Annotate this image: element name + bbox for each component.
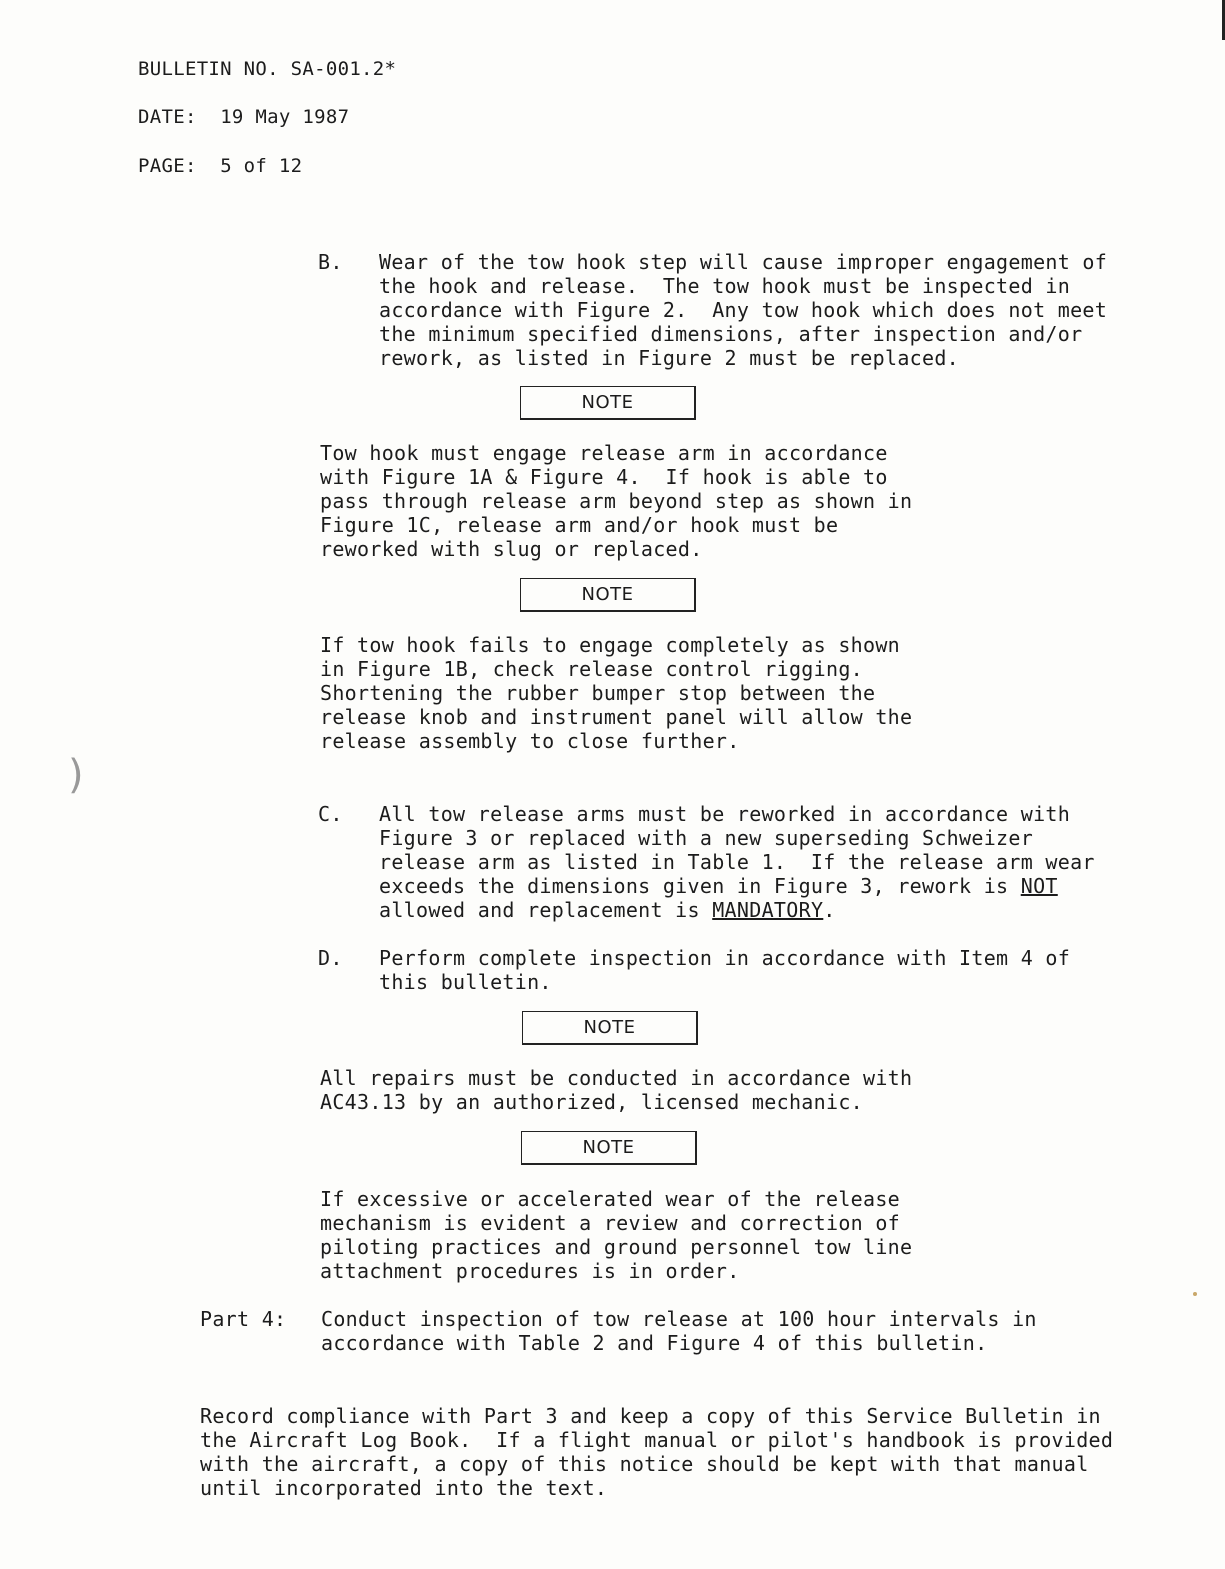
page-line bbox=[138, 154, 302, 178]
note-box: NOTE bbox=[520, 386, 696, 420]
note-line: piloting practices and ground personnel tow line bbox=[320, 1235, 913, 1259]
record-line: Record compliance with Part 3 and keep a copy of this Service Bulletin in bbox=[200, 1404, 1101, 1428]
item-b-line: rework, as listed in Figure 2 must be replaced. bbox=[379, 346, 960, 370]
item-c-line: Figure 3 or replaced with a new superseding Schweizer bbox=[379, 826, 1034, 850]
page-value: 5 of 12 bbox=[220, 155, 303, 177]
note-line: Tow hook must engage release arm in accordance bbox=[320, 441, 888, 465]
date-line bbox=[138, 105, 349, 129]
note-line: If tow hook fails to engage completely as shown bbox=[320, 633, 901, 657]
part4-label: Part 4: bbox=[200, 1307, 287, 1331]
item-d-line: Perform complete inspection in accordance with Item 4 of bbox=[379, 946, 1071, 970]
note-box: NOTE bbox=[520, 578, 696, 612]
note-line: in Figure 1B, check release control rigging. bbox=[320, 657, 864, 681]
note-line: All repairs must be conducted in accordance with bbox=[320, 1066, 913, 1090]
item-b-line: the hook and release. The tow hook must be inspected in bbox=[379, 274, 1071, 298]
note-line: release knob and instrument panel will allow the bbox=[320, 705, 913, 729]
part4-line: Conduct inspection of tow release at 100 hour intervals in bbox=[321, 1307, 1037, 1331]
bulletin-number: SA-001.2* bbox=[290, 58, 397, 80]
record-line: until incorporated into the text. bbox=[200, 1476, 608, 1500]
item-c-label: C. bbox=[318, 802, 343, 826]
emphasis-mandatory: MANDATORY bbox=[712, 898, 824, 922]
date-label: DATE: bbox=[138, 106, 197, 128]
bulletin-label: BULLETIN NO. bbox=[138, 58, 279, 80]
item-c-line: release arm as listed in Table 1. If the release arm wear bbox=[379, 850, 1095, 874]
item-c-line-text: allowed and replacement is bbox=[379, 898, 713, 922]
item-d-label: D. bbox=[318, 946, 343, 970]
note-line: Figure 1C, release arm and/or hook must be bbox=[320, 513, 839, 537]
note-line: attachment procedures is in order. bbox=[320, 1259, 740, 1283]
record-line: the Aircraft Log Book. If a flight manual or pilot's handbook is provided bbox=[200, 1428, 1114, 1452]
note-box: NOTE bbox=[522, 1011, 698, 1045]
item-c-line: All tow release arms must be reworked in accordance with bbox=[379, 802, 1071, 826]
note-line: AC43.13 by an authorized, licensed mechanic. bbox=[320, 1090, 864, 1114]
item-c-line bbox=[379, 874, 1058, 898]
note-line: Shortening the rubber bumper stop between the bbox=[320, 681, 876, 705]
note-line: reworked with slug or replaced. bbox=[320, 537, 703, 561]
item-b-line: the minimum specified dimensions, after inspection and/or bbox=[379, 322, 1083, 346]
note-line: release assembly to close further. bbox=[320, 729, 740, 753]
hole-punch-mark: ) bbox=[68, 752, 84, 798]
part4-line: accordance with Table 2 and Figure 4 of this bulletin. bbox=[321, 1331, 988, 1355]
record-line: with the aircraft, a copy of this notice should be kept with that manual bbox=[200, 1452, 1089, 1476]
item-c-line bbox=[379, 898, 836, 922]
item-b-label: B. bbox=[318, 250, 343, 274]
item-b-line: accordance with Figure 2. Any tow hook which does not meet bbox=[379, 298, 1108, 322]
bulletin-number-line bbox=[138, 57, 396, 81]
note-line: If excessive or accelerated wear of the release bbox=[320, 1187, 901, 1211]
item-b-line: Wear of the tow hook step will cause improper engagement of bbox=[379, 250, 1108, 274]
date-value: 19 May 1987 bbox=[220, 106, 350, 128]
emphasis-not: NOT bbox=[1020, 874, 1058, 898]
note-line: mechanism is evident a review and correction of bbox=[320, 1211, 901, 1235]
note-line: with Figure 1A & Figure 4. If hook is able to bbox=[320, 465, 888, 489]
note-box: NOTE bbox=[521, 1131, 697, 1165]
item-d-line: this bulletin. bbox=[379, 970, 552, 994]
note-line: pass through release arm beyond step as shown in bbox=[320, 489, 913, 513]
item-c-line-end: . bbox=[823, 898, 836, 922]
item-c-line-text: exceeds the dimensions given in Figure 3, rework is bbox=[379, 874, 1021, 898]
page-label: PAGE: bbox=[138, 155, 197, 177]
speck-mark bbox=[1193, 1292, 1197, 1296]
